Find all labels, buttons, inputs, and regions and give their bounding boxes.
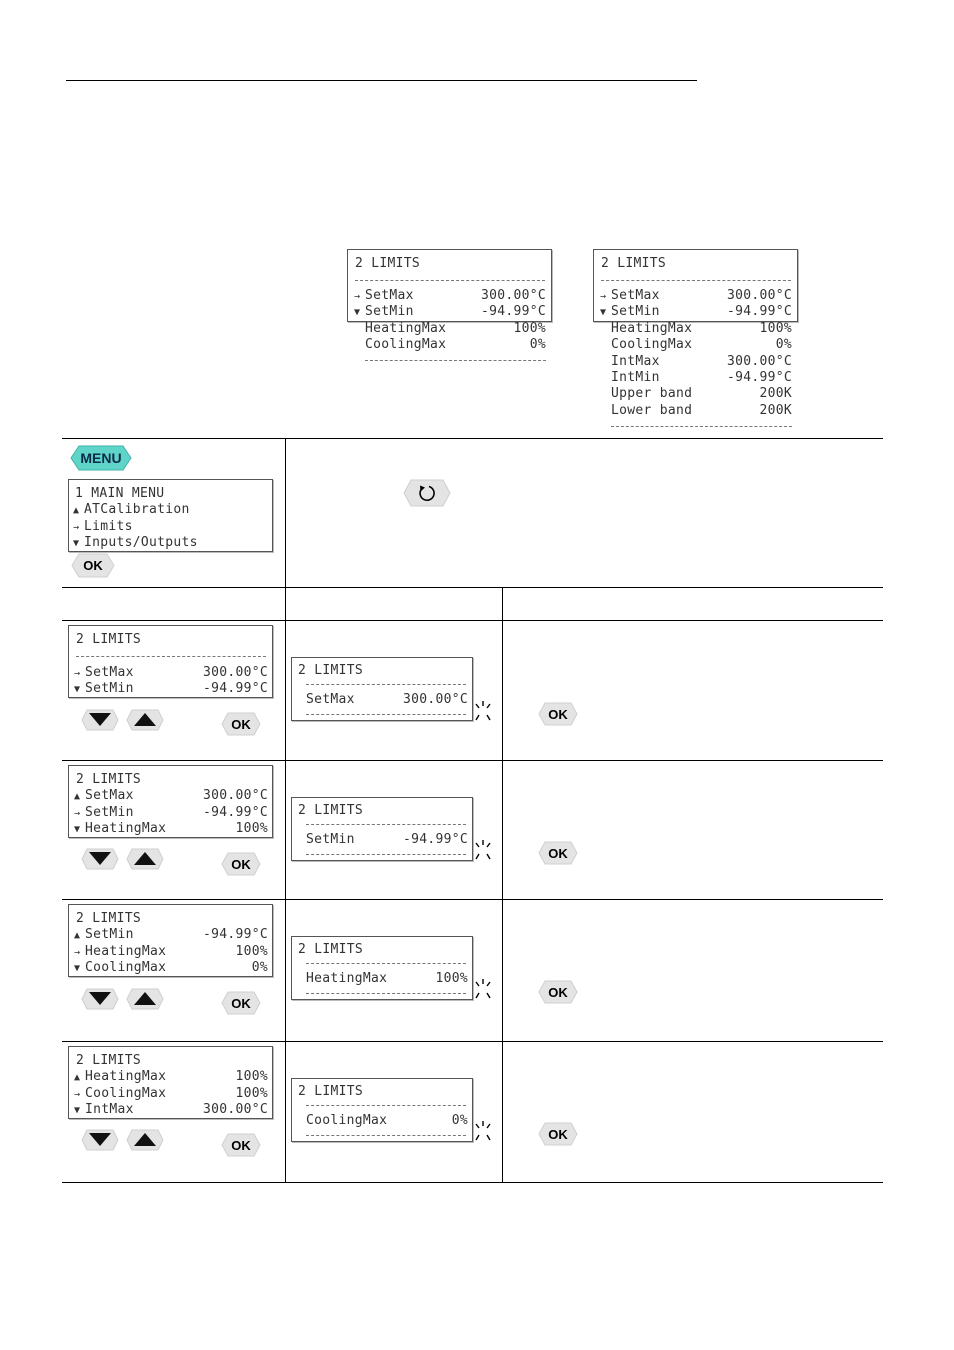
- up-button[interactable]: [126, 848, 164, 870]
- table-rule: [62, 1182, 883, 1183]
- blink-rays-icon: [472, 976, 494, 1002]
- undo-arrow-icon: [403, 479, 451, 507]
- up-button[interactable]: [126, 1129, 164, 1151]
- up-button[interactable]: [126, 709, 164, 731]
- lcd-divider: [355, 280, 545, 281]
- triangle-up-icon: [126, 709, 164, 731]
- lcd-edit-step-3: 2 LIMITS HeatingMax 100%: [291, 936, 473, 1000]
- lcd-divider: [306, 963, 466, 964]
- lcd-select-step-1: 2 LIMITS → SetMax 300.00°C ▼ SetMin -94.99°C: [68, 625, 273, 698]
- lcd-title: 2 LIMITS: [76, 1053, 142, 1068]
- blink-rays-icon: [472, 698, 494, 724]
- table-column-rule: [285, 438, 286, 1183]
- lcd-edit-step-4: 2 LIMITS CoolingMax 0%: [291, 1078, 473, 1142]
- ok-button[interactable]: OK: [221, 712, 261, 736]
- lcd-divider: [306, 993, 466, 994]
- lcd-divider: [611, 426, 792, 427]
- blink-rays-icon: [472, 837, 494, 863]
- lcd-title: 2 LIMITS: [298, 803, 364, 818]
- lcd-title: 2 LIMITS: [298, 663, 364, 678]
- lcd-title: 2 LIMITS: [298, 1084, 364, 1099]
- ok-button[interactable]: OK: [538, 841, 578, 865]
- lcd-divider: [306, 854, 466, 855]
- ok-button[interactable]: OK: [538, 702, 578, 726]
- ok-button[interactable]: OK: [221, 1133, 261, 1157]
- lcd-divider: [306, 1105, 466, 1106]
- lcd-title: 2 LIMITS: [298, 942, 364, 957]
- table-rule: [62, 1041, 883, 1042]
- down-button[interactable]: [81, 709, 119, 731]
- lcd-title: 2 LIMITS: [76, 632, 142, 647]
- lcd-main-menu: 1 MAIN MENU ▲ ATCalibration → Limits ▼ Inputs/Outputs: [68, 479, 273, 552]
- lcd-title: 2 LIMITS: [355, 256, 421, 271]
- ok-button[interactable]: OK: [221, 991, 261, 1015]
- lcd-divider: [306, 824, 466, 825]
- down-button[interactable]: [81, 1129, 119, 1151]
- triangle-down-icon: [81, 988, 119, 1010]
- table-rule: [62, 760, 883, 761]
- lcd-edit-step-1: 2 LIMITS SetMax 300.00°C: [291, 657, 473, 721]
- lcd-title: 2 LIMITS: [76, 911, 142, 926]
- table-rule: [62, 620, 883, 621]
- header-rule: [66, 80, 697, 81]
- back-button[interactable]: [403, 479, 451, 507]
- ok-button[interactable]: OK: [538, 980, 578, 1004]
- up-button[interactable]: [126, 988, 164, 1010]
- lcd-edit-step-2: 2 LIMITS SetMin -94.99°C: [291, 797, 473, 861]
- table-rule: [62, 438, 883, 439]
- lcd-title: 2 LIMITS: [601, 256, 667, 271]
- down-button[interactable]: [81, 988, 119, 1010]
- triangle-down-icon: [81, 709, 119, 731]
- triangle-up-icon: [126, 848, 164, 870]
- ok-button[interactable]: OK: [71, 553, 115, 578]
- lcd-divider: [306, 714, 466, 715]
- lcd-select-step-4: 2 LIMITS ▲ HeatingMax 100% → CoolingMax 100% ▼ IntMax 300.00°C: [68, 1046, 273, 1119]
- lcd-divider: [306, 1135, 466, 1136]
- triangle-up-icon: [126, 1129, 164, 1151]
- triangle-up-icon: [126, 988, 164, 1010]
- table-column-rule: [502, 587, 503, 1183]
- menu-button[interactable]: MENU: [70, 445, 132, 471]
- triangle-down-icon: [81, 1129, 119, 1151]
- down-button[interactable]: [81, 848, 119, 870]
- ok-button[interactable]: OK: [538, 1122, 578, 1146]
- lcd-select-step-2: 2 LIMITS ▲ SetMax 300.00°C → SetMin -94.99°C ▼ HeatingMax 100%: [68, 765, 273, 838]
- lcd-title: 2 LIMITS: [76, 772, 142, 787]
- lcd-divider: [76, 656, 266, 657]
- lcd-divider: [365, 360, 546, 361]
- blink-rays-icon: [472, 1118, 494, 1144]
- lcd-select-step-3: 2 LIMITS ▲ SetMin -94.99°C → HeatingMax 100% ▼ CoolingMax 0%: [68, 904, 273, 977]
- lcd-divider: [601, 280, 791, 281]
- triangle-down-icon: [81, 848, 119, 870]
- ok-button[interactable]: OK: [221, 852, 261, 876]
- table-rule: [62, 587, 883, 588]
- table-rule: [62, 899, 883, 900]
- lcd-divider: [306, 684, 466, 685]
